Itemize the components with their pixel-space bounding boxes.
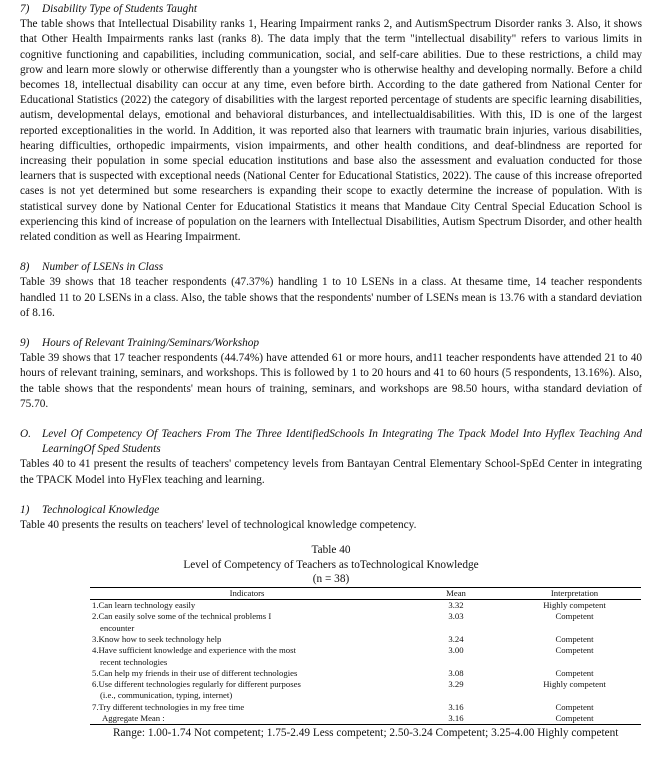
table-row [90,668,641,679]
row-1-mean: 3.32 [448,600,464,611]
table-40-range-legend: Range: 1.00-1.74 Not competent; 1.75-2.49 Less competent; 2.50-3.24 Competent; 3.25-4.00 Highly competent [113,727,619,740]
aggregate-row [90,713,641,725]
row-4-interpretation: Competent [555,645,594,656]
section-1-heading [20,503,642,518]
row-6-indicator-cont: (i.e., communication, typing, internet) [100,690,233,701]
row-4-indicator: 4.Have sufficient knowledge and experience with the most [92,645,296,656]
row-6-interpretation: Highly competent [543,679,606,690]
row-2-indicator: 2.Can easily solve some of the technical problems I [92,611,272,622]
row-7-indicator: 7.Try different technologies in my free time [92,701,245,712]
row-5-indicator: 5.Can help my friends in their use of different technologies [92,667,298,678]
table-row [90,611,641,634]
row-5-mean: 3.08 [448,667,464,678]
table-row [90,634,641,645]
section-7-heading [20,2,642,17]
header-indicators: Indicators [90,587,404,599]
section-o-number: O. [20,428,31,441]
table-40-label: Table 40 [311,544,351,557]
document-page [20,2,642,742]
aggregate-label: Aggregate Mean : [90,713,404,725]
row-5-interpretation: Competent [555,667,594,678]
section-8-heading [20,260,642,275]
table-row [90,702,641,713]
row-6-indicator: 6.Use different technologies regularly for different purposes [92,679,301,690]
section-9-title: Hours of Relevant Training/Seminars/Workshop [42,337,260,350]
section-8-paragraph: Table 39 shows that 18 teacher respondents (47.37%) handling 1 to 10 LSENs in a class. At thesame time, 14 teacher respondents handled 11 to 20 LSENs in a class. Also, the table shows that the respondents' number of LSENs mean is 13.76 with a standard deviation of 8.16. [20,276,642,319]
header-mean: Mean [404,587,508,599]
table-row [90,645,641,668]
section-9-paragraph: Table 39 shows that 17 teacher respondents (44.74%) have attended 61 or more hours, and11 teacher respondents have attended 21 to 40 hours of relevant training, seminars, and workshops. This is followed by 1 to 20 hours and 41 to 60 hours (5 respondents, 13.16%). Also, the table shows that the respondents' mean hours of training, seminars, and workshops are 98.50 hours, witha standard deviation of 75.70. [20,352,642,410]
table-40-caption [20,543,642,587]
section-8-number: 8) [20,261,30,274]
aggregate-interpretation: Competent [508,713,641,725]
section-8-title: Number of LSENs in Class [42,261,164,274]
section-7-paragraph: The table shows that Intellectual Disability ranks 1, Hearing Impairment ranks 2, and AutismSpectrum Disorder ranks 3. Also, it shows that Other Health Impairments ranks last (ranks 8). The data imply that the term "intellectual disability" refers to various limits in cognitive functioning and capabilities, including communication, social, and self-care abilities. Due to these restrictions, a child may grow and learn more slowly or otherwise differently than a youngster who is otherwise healthy and developing normally. Before a child becomes 18, intellectual disability can occur at any time, even before birth. According to the date gathered from National Center for Educational Statistics (2022) the category of disabilities with the largest reported percentage of students are specific learning disabilities, autism, developmental delays, emotional and behavioral disturbances, and intellectualdisabilities. With this, ID is one of the largest reported exceptionalities in the world. In Addition, it was reported also that learners with traumatic brain injuries, various disabilities, hearing difficulties, orthopedic impairments, vision impairments, and other health conditions, and deaf-blindness are reported for increasing their population in some special education institutions and base also the assessment and evaluation conducted for those learners that is suspected with exceptional needs (National Center for Educational Statistics, 2022). The cause of this increase ofreported cases is not yet determined but some researchers is expanding their scope to exactly determine the increase of population. With is statistical survey done by National Center for Educational Statistics it means that Mandaue City Central Special Education School is experiencing this kind of increase of population on the learners with Intellectual Disabilities, Autism Spectrum Disorder, and other health related condition as well as Hearing Impairment. [20,18,642,244]
table-40 [90,587,641,726]
row-4-indicator-cont: recent technologies [100,656,168,667]
section-o-paragraph: Tables 40 to 41 present the results of teachers' competency levels from Bantayan Central Elementary School-SpEd Center in integrating the TPACK Model into HyFlex teaching and learning. [20,458,642,486]
row-2-indicator-cont: encounter [100,622,135,633]
row-1-indicator: 1.Can learn technology easily [92,600,196,611]
table-40-title: Level of Competency of Teachers as toTechnological Knowledge [183,558,479,571]
table-40-header-row [90,587,641,599]
row-4-mean: 3.00 [448,645,464,656]
section-7-number: 7) [20,3,30,15]
row-7-mean: 3.16 [448,701,464,712]
section-1-title: Technological Knowledge [42,503,160,516]
section-9-number: 9) [20,337,30,350]
row-3-mean: 3.24 [448,633,464,644]
row-6-mean: 3.29 [448,679,464,690]
section-o-heading [20,427,642,457]
header-interpretation: Interpretation [508,587,641,599]
table-row [90,679,641,702]
row-1-interpretation: Highly competent [543,600,606,611]
table-row [90,600,641,612]
section-1-paragraph: Table 40 presents the results on teachers' level of technological knowledge competency. [20,519,417,532]
row-7-interpretation: Competent [555,701,594,712]
aggregate-mean: 3.16 [404,713,508,725]
row-3-indicator: 3.Know how to seek technology help [92,633,222,644]
table-40-n: (n = 38) [312,573,350,586]
row-2-mean: 3.03 [448,611,464,622]
section-o-title: Level Of Competency Of Teachers From The Three IdentifiedSchools In Integrating The Tpack Model Into Hyflex Teaching And LearningOf Sped Students [42,428,642,456]
row-3-interpretation: Competent [555,633,594,644]
row-2-interpretation: Competent [555,611,594,622]
section-7-title: Disability Type of Students Taught [42,3,198,15]
section-1-number: 1) [20,503,30,516]
section-9-heading [20,336,642,351]
